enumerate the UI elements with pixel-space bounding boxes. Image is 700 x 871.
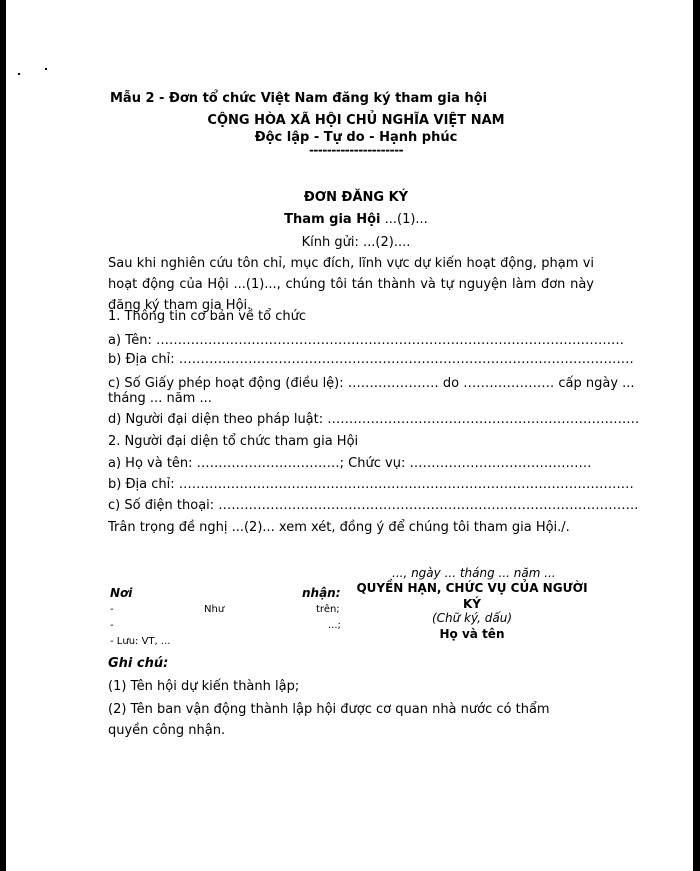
org-address-field: b) Địa chỉ: …………………………………………………………………………………………… xyxy=(108,352,634,367)
recipients-label-left: Nơi xyxy=(110,586,133,600)
license-field: c) Số Giấy phép hoạt động (điều lệ): ………………… do ………………… cấp ngày ... xyxy=(108,376,635,391)
document-title: ĐƠN ĐĂNG KÝ xyxy=(303,190,409,205)
signature-date: ..., ngày ... tháng ... năm ... xyxy=(392,566,556,580)
form-title: Mẫu 2 - Đơn tổ chức Việt Nam đăng ký tham gia hội xyxy=(110,91,488,106)
note-1: (1) Tên hội dự kiến thành lập; xyxy=(108,679,300,694)
request-sentence: Trân trọng đề nghị ...(2)... xem xét, đồng ý để chúng tôi tham gia Hội./. xyxy=(108,520,570,535)
signer-title: QUYỀN HẠN, CHỨC VỤ CỦA NGƯỜI KÝ xyxy=(356,581,588,611)
intro-paragraph: Sau khi nghiên cứu tôn chỉ, mục đích, lĩnh vực dự kiến hoạt động, phạm vi hoạt động của Hội ...(1)..., chúng tôi tán thành và tự nguyện làm đơn này đăng ký tham gia Hội. xyxy=(108,256,594,313)
document-subtitle-rest: ...(1)... xyxy=(380,212,428,227)
section1-heading: 1. Thông tin cơ bản về tổ chức xyxy=(108,309,306,324)
rep-name-position-field: a) Họ và tên: ……………………………; Chức vụ: …………………………………… xyxy=(108,456,592,471)
recipient-2-dash: - xyxy=(110,620,114,631)
rep-address-field: b) Địa chỉ: …………………………………………………………………………………………… xyxy=(108,477,634,492)
license-date-field: tháng ... năm ... xyxy=(108,391,212,406)
signature-note: (Chữ ký, dấu) xyxy=(431,611,513,625)
national-header-country: CỘNG HÒA XÃ HỘI CHỦ NGHĨA VIỆT NAM xyxy=(207,113,505,128)
recipient-1-dash: - xyxy=(110,604,114,615)
scan-speck xyxy=(45,68,47,70)
national-header-divider: --------------------- xyxy=(308,143,404,157)
rep-phone-field: c) Số điện thoại: ……………………………………………………………………………………. xyxy=(108,498,639,513)
legal-representative-field: d) Người đại diện theo pháp luật: ……………………………………………………………… xyxy=(108,412,640,427)
recipients-label-right: nhận: xyxy=(302,586,341,600)
recipient-2-end: ...; xyxy=(328,620,341,631)
document-subtitle xyxy=(206,212,506,227)
document-subtitle-bold: Tham gia Hội xyxy=(284,212,381,227)
document-page xyxy=(6,0,693,871)
org-name-field: a) Tên: ……………………………………………………………………………………………… xyxy=(108,333,625,348)
section2-heading: 2. Người đại diện tổ chức tham gia Hội xyxy=(108,434,359,449)
recipient-1-end: trên; xyxy=(316,604,340,615)
notes-heading: Ghi chú: xyxy=(108,656,169,671)
signer-name: Họ và tên xyxy=(439,627,505,641)
addressee: Kính gửi: ...(2).... xyxy=(301,235,411,250)
note-2: (2) Tên ban vận động thành lập hội được cơ quan nhà nước có thẩm quyền công nhận. xyxy=(108,702,550,738)
recipient-1-text: Như xyxy=(204,604,225,615)
national-header-motto: Độc lập - Tự do - Hạnh phúc xyxy=(254,130,458,145)
scan-speck xyxy=(18,73,20,75)
recipient-storage: - Lưu: VT, ... xyxy=(110,636,171,647)
